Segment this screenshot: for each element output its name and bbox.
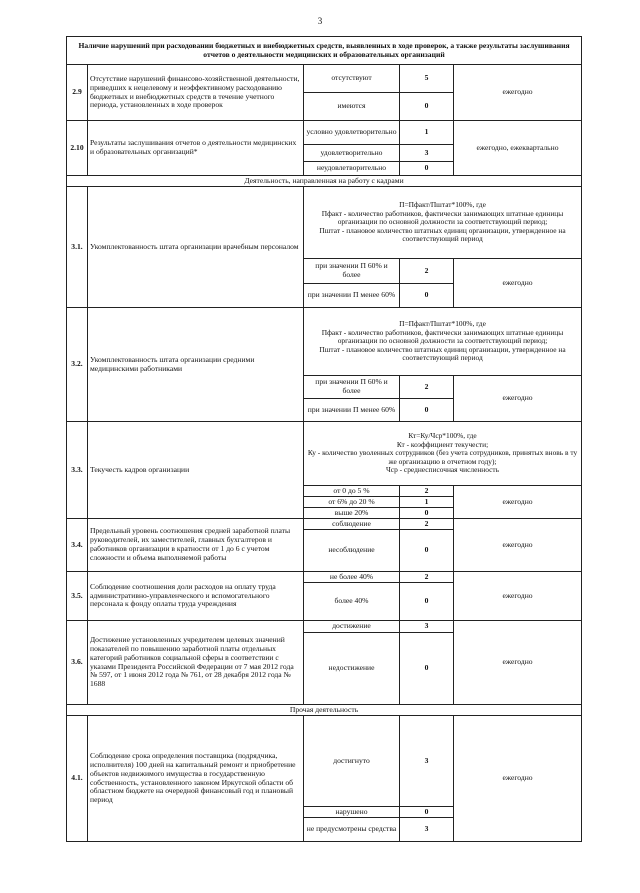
criterion-label: при значении П 60% и более <box>304 376 400 399</box>
row-number: 3.2. <box>67 308 88 422</box>
formula <box>304 422 582 486</box>
table-row <box>67 519 582 530</box>
criterion-label: при значении П менее 60% <box>304 399 400 422</box>
indicator-text: Отсутствие нарушений финансово-хозяйственной деятельности, приведших к нецелевому и неэффективному расходованию бюджетных и внебюджетных средств в течение учетного периода, установленных в ходе проверок <box>88 65 304 121</box>
table-header: Наличие нарушений при расходовании бюджетных и внебюджетных средств, выявленных в ходе проверок, а также результаты заслушивания отчетов о деятельности медицинских и образовательных организаций <box>67 37 582 65</box>
criterion-score: 1 <box>400 497 454 508</box>
criterion-label: более 40% <box>304 583 400 621</box>
row-number: 3.5. <box>67 572 88 621</box>
criterion-label: несоблюдение <box>304 530 400 572</box>
row-number: 3.1. <box>67 187 88 308</box>
formula <box>304 187 582 259</box>
criterion-score: 0 <box>400 93 454 121</box>
period: ежегодно <box>454 376 582 422</box>
indicator-text: Результаты заслушивания отчетов о деятельности медицинских и образовательных организаций* <box>88 121 304 176</box>
criterion-label: недостижение <box>304 633 400 705</box>
formula-line: Чср - среднесписочная численность <box>385 465 500 475</box>
criterion-label: соблюдение <box>304 519 400 530</box>
criterion-score: 0 <box>400 583 454 621</box>
criteria-table <box>66 36 582 842</box>
criterion-score: 0 <box>400 162 454 176</box>
page-number: 3 <box>317 16 323 26</box>
criterion-score: 0 <box>400 399 454 422</box>
row-number: 2.9 <box>67 65 88 121</box>
section-title: Деятельность, направленная на работу с кадрами <box>67 176 582 187</box>
table-row <box>67 716 582 807</box>
formula-line: Пштат - плановое количество штатных единиц организации, утвержденное на соответствующий период <box>319 225 566 244</box>
criterion-label: при значении П менее 60% <box>304 284 400 308</box>
row-number: 3.6. <box>67 621 88 705</box>
formula-line: Пфакт - количество работников, фактически занимающих штатные единицы организации по основной должности за соответствующий период; <box>321 327 564 346</box>
criterion-score: 5 <box>400 65 454 93</box>
criterion-score: 0 <box>400 807 454 818</box>
criterion-score: 3 <box>400 716 454 807</box>
formula-line: Кт=Ку/Чср*100%, где <box>408 431 477 441</box>
criterion-label: отсутствуют <box>304 65 400 93</box>
table-row <box>67 572 582 583</box>
formula <box>304 308 582 376</box>
criterion-score: 0 <box>400 508 454 519</box>
criterion-label: при значении П 60% и более <box>304 259 400 284</box>
period: ежегодно, ежеквартально <box>454 121 582 176</box>
criterion-label: не предусмотрены средства <box>304 818 400 842</box>
criterion-label: достигнуто <box>304 716 400 807</box>
criterion-label: выше 20% <box>304 508 400 519</box>
criterion-label: достижение <box>304 621 400 633</box>
indicator-text: Укомплектованность штата организации врачебным персоналом <box>88 187 304 308</box>
criterion-label: от 6% до 20 % <box>304 497 400 508</box>
formula-line: Пштат - плановое количество штатных единиц организации, утвержденное на соответствующий период <box>319 344 566 363</box>
formula-line: Пфакт - количество работников, фактически занимающих штатные единицы организации по основной должности за соответствующий период; <box>321 208 564 227</box>
indicator-text: Укомплектованность штата организации средними медицинскими работниками <box>88 308 304 422</box>
table-row <box>67 121 582 145</box>
table-row <box>67 308 582 376</box>
criterion-score: 2 <box>400 572 454 583</box>
section-title: Прочая деятельность <box>67 705 582 716</box>
period: ежегодно <box>454 65 582 121</box>
criterion-label: удовлетворительно <box>304 145 400 162</box>
row-number: 2.10 <box>67 121 88 176</box>
criterion-label: неудовлетворительно <box>304 162 400 176</box>
criterion-score: 0 <box>400 530 454 572</box>
criterion-score: 0 <box>400 633 454 705</box>
table-row <box>67 422 582 486</box>
formula-line: П=Пфакт/Пштат*100%, где <box>399 200 486 210</box>
indicator-text: Соблюдение срока определения поставщика (подрядчика, исполнителя) 100 дней на капитальный ремонт и приобретение объектов недвижимого имущества в государственную собственность, установленного законом Иркутской области об областном бюджете на очередной финансовый год и плановый период <box>88 716 304 842</box>
criterion-score: 2 <box>400 486 454 497</box>
criterion-score: 3 <box>400 621 454 633</box>
criterion-score: 0 <box>400 284 454 308</box>
indicator-text: Текучесть кадров организации <box>88 422 304 519</box>
formula-line: Кт - коэффициент текучести; <box>396 439 489 449</box>
formula-line: П=Пфакт/Пштат*100%, где <box>399 319 486 329</box>
period: ежегодно <box>454 486 582 519</box>
criterion-score: 2 <box>400 259 454 284</box>
criterion-score: 1 <box>400 121 454 145</box>
formula-line: Ку - количество уволенных сотрудников (без учета сотрудников, принятых вновь в ту же организацию в отчетном году); <box>307 448 578 466</box>
table-row <box>67 187 582 259</box>
indicator-text: Достижение установленных учредителем целевых значений показателей по повышению заработной платы отдельных категорий работников социальной сферы в соответствии с указами Президента Российской Федерации от 7 мая 2012 года № 597, от 1 июня 2012 года № 761, от 28 декабря 2012 года № 1688 <box>88 621 304 705</box>
period: ежегодно <box>454 716 582 842</box>
criterion-label: от 0 до 5 % <box>304 486 400 497</box>
row-number: 4.1. <box>67 716 88 842</box>
criterion-label: условно удовлетворительно <box>304 121 400 145</box>
indicator-text: Соблюдение соотношения доли расходов на оплату труда административно-управленческого и вспомогательного персонала к фонду оплаты труда учреждения <box>88 572 304 621</box>
period: ежегодно <box>454 572 582 621</box>
indicator-text: Предельный уровень соотношения средней заработной платы руководителей, их заместителей, главных бухгалтеров и работников организации в кратности от 1 до 6 с учетом сложности и объема выполняемой работы <box>88 519 304 572</box>
period: ежегодно <box>454 621 582 705</box>
row-number: 3.3. <box>67 422 88 519</box>
criterion-score: 2 <box>400 376 454 399</box>
period: ежегодно <box>454 519 582 572</box>
criterion-score: 3 <box>400 145 454 162</box>
row-number: 3.4. <box>67 519 88 572</box>
criterion-score: 3 <box>400 818 454 842</box>
table-row <box>67 621 582 633</box>
period: ежегодно <box>454 259 582 308</box>
criterion-label: не более 40% <box>304 572 400 583</box>
criterion-label: имеются <box>304 93 400 121</box>
criterion-score: 2 <box>400 519 454 530</box>
table-row <box>67 65 582 93</box>
criterion-label: нарушено <box>304 807 400 818</box>
